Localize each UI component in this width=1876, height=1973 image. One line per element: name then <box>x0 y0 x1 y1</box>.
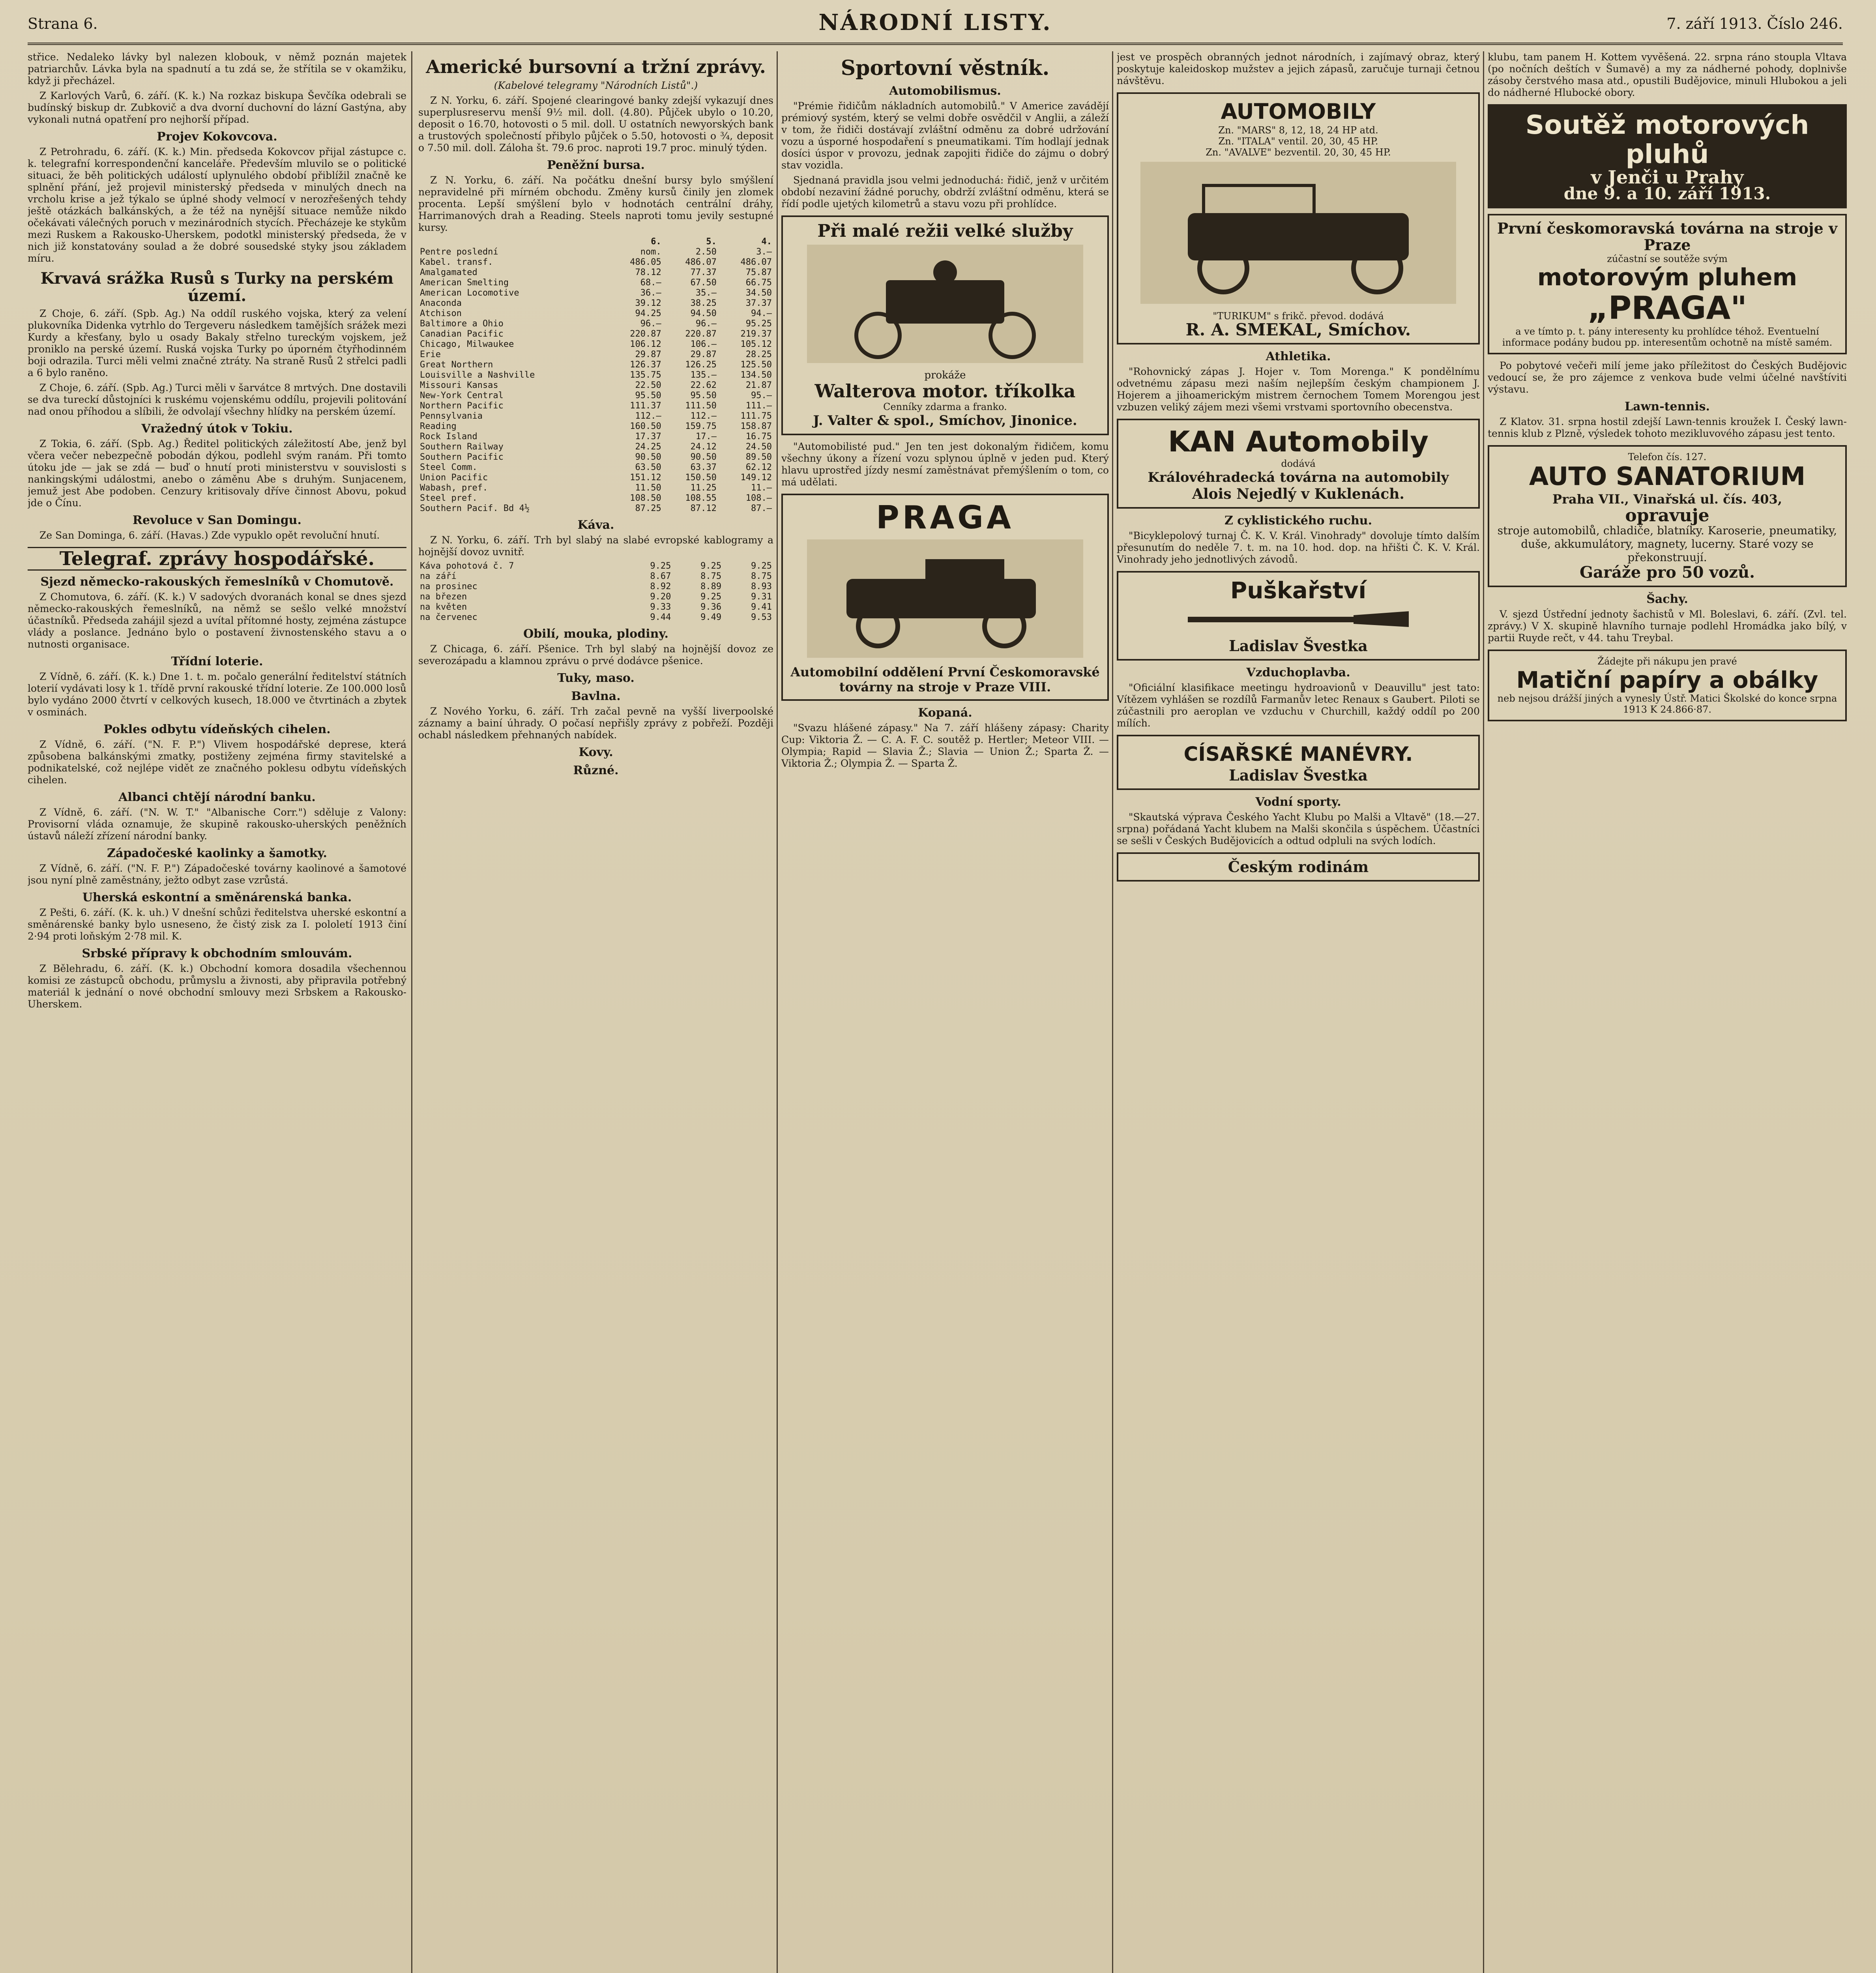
quote-value: 9.36 <box>700 602 722 612</box>
ad-title: AUTOMOBILY <box>1221 99 1376 124</box>
quote-name: Southern Railway <box>420 442 504 452</box>
quote-value: 126.37 <box>630 360 661 370</box>
stock-row <box>418 288 773 298</box>
quote-value: 220.87 <box>630 329 661 339</box>
headline: Sjezd německo-rakouských řemeslníků v Chomutově. <box>40 575 394 589</box>
quote-name: Erie <box>420 350 441 359</box>
quote-value: 9.25 <box>650 561 671 571</box>
quote-value: 150.50 <box>685 473 717 483</box>
headline: Projev Kokovcova. <box>157 130 277 144</box>
quote-value: 37.37 <box>745 298 772 308</box>
quote-value: 96.— <box>640 319 661 329</box>
article-text: Z Choje, 6. září. (Spb. Ag.) Na oddíl ruského vojska, který za velení plukovníka Didenka vytrhlo do Tergeveru následkem tamějších srážek mezi Kurdy a křesťany, bylo u osady Bakaly střelno tureckým vojskem, jež proniklo na perské území. Ruská vojska Turky po úporném čtyřhodinném boji odrazila. Turci měli velmi značné ztráty. Na straně Rusů 2 střelci padli a 6 bylo raněno. <box>28 308 406 378</box>
quote-value: 36.— <box>640 288 661 298</box>
quote-value: 95.50 <box>690 391 717 401</box>
quote-value: 96.— <box>695 319 717 329</box>
quote-value: 90.50 <box>635 452 661 462</box>
quote-value: 63.37 <box>690 462 717 472</box>
article-text: Z Klatov. 31. srpna hostil zdejší Lawn-tennis kroužek I. Český lawn-tennis klub z Plzně, výsledek tohoto mezikluvového zápasu jest tento. <box>1488 416 1847 439</box>
quote-value: 11.50 <box>635 483 661 493</box>
article-text: "Rohovnický zápas J. Hojer v. Tom Morenga." K pondělnímu odvetnému zápasu mezi naším nejlepším českým championem J. Hojerem a jihoamerickým mistrem černochem Tomem Morengou jest vzbuzen veliký zájem mezi všemi vrstvami sportovního obecenstva. <box>1117 366 1480 413</box>
ad-title: AUTO SANATORIUM <box>1529 462 1806 491</box>
ad-title: Matiční papíry a obálky <box>1516 666 1818 693</box>
headline: Pokles odbytu vídeňských cihelen. <box>103 723 331 736</box>
quote-value: 486.07 <box>740 257 772 267</box>
headline: Bavlna. <box>571 689 621 703</box>
quote-value: 95.— <box>751 391 772 401</box>
quote-name: na březen <box>420 592 467 602</box>
subheading: (Kabelové telegramy "Národních Listů".) <box>494 80 698 91</box>
quote-value: 17.— <box>695 432 717 442</box>
quote-name: Steel pref. <box>420 493 477 503</box>
quote-value: 8.93 <box>751 582 772 592</box>
ad-text: prokáže <box>924 369 966 381</box>
ad-date: dne 9. a 10. září 1913. <box>1563 184 1771 203</box>
headline: Lawn-tennis. <box>1625 400 1710 414</box>
quote-name: Union Pacific <box>420 473 488 483</box>
quote-name: Káva pohotová č. 7 <box>420 561 514 571</box>
quote-value: 9.25 <box>700 561 722 571</box>
headline: Západočeské kaolinky a šamotky. <box>107 846 327 860</box>
quote-name: Pennsylvania <box>420 411 483 421</box>
stock-row <box>418 319 773 329</box>
quote-value: 486.05 <box>630 257 661 267</box>
quote-value: 38.25 <box>690 298 717 308</box>
quote-value: 135.75 <box>630 370 661 380</box>
quote-value: 22.62 <box>690 380 717 390</box>
quote-value: 134.50 <box>740 370 772 380</box>
ad-title: Českým rodinám <box>1228 858 1369 876</box>
quote-value: 8.92 <box>650 582 671 592</box>
ad-text: a ve tímto p. t. pány interesenty ku prohlídce téhož. Eventuelní informace podány budou pp. interesentům ochotně na místě samém. <box>1502 326 1833 348</box>
article-text: jest ve prospěch obranných jednot národních, i zajímavý obraz, který poskytuje kaleidoskop mužstev a jejich zápasů, zaručuje turnaji četnou návštěvu. <box>1117 51 1480 86</box>
quote-value: 111.37 <box>630 401 661 411</box>
quote-value: 125.50 <box>740 360 772 370</box>
stock-row <box>418 278 773 288</box>
article-text: Z Pešti, 6. září. (K. k. uh.) V dnešní schůzi ředitelstva uherské eskontní a směnárenské banky bylo usneseno, že čistý zisk za I. pololetí 1913 činí 2·94 proti loňským 2·78 mil. K. <box>28 907 406 942</box>
article-text: V. sjezd Ústřední jednoty šachistů v Ml. Boleslavi, 6. září. (Zvl. tel. zprávy.) V X. skupině hlavního turnaje podlehl Hromádka jako bílý, v partii Ruyde rečt, v 44. tahu Treybal. <box>1488 608 1847 644</box>
stock-row <box>418 339 773 350</box>
ad-text: Cenníky zdarma a franko. <box>883 401 1007 412</box>
coffee-row <box>418 571 773 582</box>
quote-name: Chicago, Milwaukee <box>420 339 514 349</box>
section-header: Telegraf. zprávy hospodářské. <box>28 547 406 571</box>
ad-text: Garáže pro 50 vozů. <box>1579 563 1755 582</box>
quote-value: 9.25 <box>700 592 722 602</box>
ad-text: Automobilní oddělení První Českomoravské továrny na stroje v Praze VIII. <box>790 665 1100 694</box>
article-text: Z Petrohradu, 6. září. (K. k.) Min. předseda Kokovcov přijal zástupce c. k. telegrafní korrespondenční kanceláře. Především mluvilo se o politické situaci, že běh politických událostí uplynulého období přiblížil značně ke splnění přání, jež projevil ministerský předseda v minulých dnech na vrcholu krise a jež týkalo se úplné shody velmocí v nerozřešených tehdy ještě otázkách balkánských, a že též na nynější situace nemůže nikdo očekávati válečných poruch v mezinárodních stycích. Přecházeje ke stykům mezi Ruskem a Rakousko-Uherskem, podotkl ministerský předseda, že v nich již konstatovány soulad a že dobré sousedské styky jsou základem míru. <box>28 146 406 264</box>
advertisement-kan <box>1117 419 1480 509</box>
quote-value: 160.50 <box>630 421 661 431</box>
quote-name: Steel Comm. <box>420 462 477 472</box>
quote-value: 21.87 <box>745 380 772 390</box>
coffee-row <box>418 592 773 602</box>
quote-name: New-York Central <box>420 391 504 401</box>
quote-value: 108.50 <box>630 493 661 503</box>
quote-name: Wabash, pref. <box>420 483 488 493</box>
quote-value: 486.07 <box>685 257 717 267</box>
headline: Různé. <box>573 764 619 777</box>
column-1 <box>28 51 406 1973</box>
ad-text: v Jenči u Prahy <box>1591 167 1744 188</box>
coffee-row <box>418 612 773 623</box>
headline: Z cyklistického ruchu. <box>1224 514 1372 528</box>
quote-value: 34.50 <box>745 288 772 298</box>
stock-row <box>418 298 773 309</box>
car-illustration-icon <box>1140 162 1456 304</box>
quote-name: Reading <box>420 421 457 431</box>
quote-value: 22.50 <box>635 380 661 390</box>
quote-value: 151.12 <box>630 473 661 483</box>
headline: Albanci chtějí národní banku. <box>118 790 316 804</box>
quote-value: 95.50 <box>635 391 661 401</box>
ad-text: stroje automobilů, chladiče, blatníky. Karoserie, pneumatiky, duše, akkumulátory, magnety, lucerny. Staré vozy se překonstruují. <box>1497 524 1837 564</box>
quote-name: American Smelting <box>420 278 509 288</box>
column-divider <box>1112 51 1113 1973</box>
ad-text: Žádejte při nákupu jen pravé <box>1597 656 1737 667</box>
column-4 <box>1117 51 1480 1973</box>
article-text: klubu, tam panem H. Kottem vyvěšená. 22. srpna ráno stoupla Vltava (po nočních deštích v Šumavě) a my za nádherné pohody, doplnivše zásoby čerstvého masa atd., opustili Budějovice, minuli Hlubokou a jeli do nádherné Hlubocké obory. <box>1488 51 1847 98</box>
quote-column-header: 4. <box>761 237 772 247</box>
quote-value: 94.50 <box>690 309 717 318</box>
stock-row <box>418 421 773 432</box>
quote-name: Southern Pacific <box>420 452 504 462</box>
quote-value: 87.— <box>751 504 772 513</box>
ad-firm: R. A. SMEKAL, Smíchov. <box>1185 320 1411 339</box>
article-text: Po pobytové večeři milí jeme jako příležitost do Českých Budějovic vedoucí se, že pro zájemce z venkova bude velmi účelné navštíviti výstavu. <box>1488 360 1847 395</box>
stock-row <box>418 247 773 257</box>
quote-value: 63.50 <box>635 462 661 472</box>
ad-firm: Ladislav Švestka <box>1229 637 1368 655</box>
advertisement-praga <box>781 494 1109 701</box>
article-text: střice. Nedaleko lávky byl nalezen klobouk, v němž poznán majetek patriarchův. Lávka byla na spadnutí a tu zdá se, že střítila se v okamžiku, když ji přecházel. <box>28 51 406 86</box>
quote-value: 24.25 <box>635 442 661 452</box>
article-text: Z Vídně, 6. září. ("N. F. P.") Vlivem hospodářské deprese, která způsobena balkánskými zmatky, postiženy zejména firmy stavitelské a podnikatelské, což nejlépe vidět ze značného poklesu odbytu vídeňských cihelen. <box>28 739 406 786</box>
article-text: Z Vídně, 6. září. (K. k.) Dne 1. t. m. počalo generální ředitelství státních loterií vydávati losy k 1. třídě první rakouské třídní loterie. Ze 100.000 losů bylo vydáno 2000 čtvrtí v celkových kusech, 18.000 ve čtvrtinách a zbytek v osminách. <box>28 671 406 718</box>
quote-name: na červenec <box>420 612 477 622</box>
quote-value: 108.— <box>745 493 772 503</box>
coffee-row <box>418 602 773 612</box>
quote-value: 24.12 <box>690 442 717 452</box>
quote-value: 17.37 <box>635 432 661 442</box>
article-text: Z Vídně, 6. září. ("N. W. T." "Albanische Corr.") sděluje z Valony: Provisorní vláda oznamuje, že skupině rakousko-uherských peněžních ústavů náleží zřízení národní banky. <box>28 807 406 842</box>
stock-quotes-table <box>418 237 773 514</box>
quote-value: 39.12 <box>635 298 661 308</box>
ad-text: "TURIKUM" s frikč. převod. dodává <box>1213 311 1384 322</box>
quote-value: 2.50 <box>695 247 717 257</box>
stock-row <box>418 268 773 278</box>
quote-value: 35.— <box>695 288 717 298</box>
stock-row <box>418 432 773 442</box>
quote-value: 75.87 <box>745 268 772 277</box>
quote-value: 8.67 <box>650 571 671 581</box>
advertisement-maneuvers <box>1117 735 1480 790</box>
headline: Vodní sporty. <box>1255 795 1341 809</box>
ad-product: Walterova motor. tříkolka <box>814 380 1076 402</box>
ad-text: neb nejsou drážší jiných a vynesly Ústř. Matici Školské do konce srpna 1913 K 24.866·87. <box>1497 693 1837 715</box>
rifle-illustration-icon <box>1180 603 1417 635</box>
ad-text: opravuje <box>1625 505 1709 526</box>
quote-value: 8.75 <box>700 571 722 581</box>
quote-name: Great Northern <box>420 360 493 370</box>
advertisement-matice <box>1488 650 1847 721</box>
quote-value: 67.50 <box>690 278 717 288</box>
stock-row <box>418 483 773 493</box>
section-header: Americké bursovní a tržní zprávy. <box>426 56 766 77</box>
headline: Revoluce v San Domingu. <box>133 513 301 527</box>
headline: Krvavá srážka Rusů s Turky na perském území. <box>40 269 394 305</box>
quote-value: 111.50 <box>685 401 717 411</box>
ad-text: Zn. "AVALVE" bezventil. 20, 30, 45 HP. <box>1206 147 1391 158</box>
stock-row <box>418 473 773 483</box>
stock-row <box>418 411 773 421</box>
quote-value: 9.49 <box>700 612 722 622</box>
quote-name: Missouri Kansas <box>420 380 498 390</box>
quote-value: 8.89 <box>700 582 722 592</box>
stock-row <box>418 391 773 401</box>
quote-value: 126.25 <box>685 360 717 370</box>
stock-row <box>418 329 773 339</box>
quote-column-header: 6. <box>651 237 661 247</box>
quote-value: 8.75 <box>751 571 772 581</box>
stock-row <box>418 360 773 370</box>
quote-value: 9.41 <box>751 602 772 612</box>
quote-value: 28.25 <box>745 350 772 359</box>
article-text: Z Vídně, 6. září. ("N. F. P.") Západočeské továrny kaolinové a šamotové jsou nyní plně zaměstnány, ježto odbyt zase vzrůstá. <box>28 863 406 886</box>
advertisement-smekal <box>1117 92 1480 344</box>
ad-text: zúčastní se soutěže svým <box>1607 253 1728 264</box>
quote-value: 87.12 <box>690 504 717 513</box>
quote-value: 66.75 <box>745 278 772 288</box>
ad-brand: „PRAGA" <box>1588 290 1747 326</box>
quote-value: 112.— <box>635 411 661 421</box>
headline: Tuky, maso. <box>557 671 635 685</box>
headline: Uherská eskontní a směnárenská banka. <box>82 891 352 904</box>
article-text: Sjednaná pravidla jsou velmi jednoduchá: řidič, jenž v určitém období nezaviní žádné poruchy, obdrží zvláštní odměnu, která se řídí podle ujetých kilometrů a stavu vozu při prohlídce. <box>781 174 1109 210</box>
quote-value: 95.25 <box>745 319 772 329</box>
quote-value: 87.25 <box>635 504 661 513</box>
article-text: Z N. Yorku, 6. září. Spojené clearingové banky zdejší vykazují dnes superplusreservu menší 9½ mil. doll. (4.80). Půjček ubylo o 10.20, deposit o 16.70, hotovosti o 5 mil. doll. U ostatních newyorských bank a trustových společností přibylo půjček o 5.50, hotovosti o ¾, deposit o 7.50 mil. doll. Záloha št. 79.6 proc. naproti 19.7 proc. minulý týden. <box>418 95 773 153</box>
quote-value: 158.87 <box>740 421 772 431</box>
stock-row <box>418 257 773 268</box>
headline: Automobilismus. <box>889 84 1001 98</box>
ad-address: Praha VII., Vinařská ul. čís. 403, <box>1552 492 1782 507</box>
advertisement-gunsmith <box>1117 571 1480 661</box>
section-header: Sportovní věstník. <box>841 56 1050 80</box>
advertisement-auto-sanatorium <box>1488 445 1847 587</box>
headline: Peněžní bursa. <box>547 158 645 172</box>
quote-value: 9.25 <box>751 561 772 571</box>
issue-date: 7. září 1913. Číslo 246. <box>1666 15 1843 32</box>
tricycle-illustration-icon <box>807 245 1083 363</box>
quote-value: 29.87 <box>690 350 717 359</box>
quote-value: 111.75 <box>740 411 772 421</box>
advertisement-praga-plough <box>1488 214 1847 354</box>
column-3 <box>781 51 1109 1973</box>
article-text: Z Bělehradu, 6. září. (K. k.) Obchodní komora dosadila všechennou komisi ze zástupců obchodu, průmyslu a živnosti, aby připravila potřebný materiál k jednání o nové obchodní smlouvy mezi Srbskem a Rakousko-Uherskem. <box>28 963 406 1010</box>
ad-phone: Telefon čís. 127. <box>1628 451 1707 462</box>
article-text: Ze San Dominga, 6. září. (Havas.) Zde vypuklo opět revoluční hnutí. <box>39 530 380 541</box>
ad-firm: Alois Nejedlý v Kuklenách. <box>1192 486 1404 502</box>
ad-text: Královéhradecká továrna na automobily <box>1148 470 1449 485</box>
quote-value: 24.50 <box>745 442 772 452</box>
article-text: Z N. Yorku, 6. září. Trh byl slabý na slabé evropské kablogramy a hojnější dovoz uvnitř. <box>418 534 773 558</box>
article-text: "Bicyklepolový turnaj Č. K. V. Král. Vinohrady" dovoluje tímto dalším přesunutím do neděle 7. t. m. na 10. hod. dop. na hřišti Č. K. V. Král. Vinohrady jeho jednotlivých závodů. <box>1117 530 1480 565</box>
quote-value: 11.— <box>751 483 772 493</box>
article-text: Z Tokia, 6. září. (Spb. Ag.) Ředitel politických záležitostí Abe, jenž byl včera večer nebezpečně pobodán dýkou, podlehl svým ranám. Při tomto útoku jde — jak se zdá — buď o hnutí proti ministerstvu v souvislosti s nankingskými událostmi, anebo o záměnu Abe s druhým. Sunjacenem, jemuž jest Abe podoben. Cenzury kritisovaly dříve činnost Abovu, pokud jde o Čínu. <box>28 438 406 509</box>
quote-name: Louisville a Nashville <box>420 370 535 380</box>
ad-text: motorovým pluhem <box>1537 264 1797 291</box>
quote-value: 94.25 <box>635 309 661 318</box>
quote-value: 16.75 <box>745 432 772 442</box>
headline: Vzduchoplavba. <box>1246 666 1350 680</box>
quote-name: Baltimore a Ohio <box>420 319 504 329</box>
headline: Třídní loterie. <box>171 655 263 668</box>
quote-name: na září <box>420 571 457 581</box>
ad-firm: J. Valter & spol., Smíchov, Jinonice. <box>813 413 1077 429</box>
column-divider <box>411 51 412 1973</box>
coffee-row <box>418 582 773 592</box>
quote-value: 90.50 <box>690 452 717 462</box>
quote-value: 29.87 <box>635 350 661 359</box>
ad-firm: Ladislav Švestka <box>1229 766 1368 784</box>
ad-brand: KAN Automobily <box>1168 425 1429 458</box>
headline: Vražedný útok v Tokiu. <box>141 422 293 436</box>
headline: Athletika. <box>1266 350 1331 363</box>
quote-name: Amalgamated <box>420 268 477 277</box>
quote-column-header: 5. <box>706 237 717 247</box>
quote-value: 89.50 <box>745 452 772 462</box>
quote-name: Southern Pacif. Bd 4½ <box>420 504 530 513</box>
masthead <box>28 7 1843 45</box>
headline: Kovy. <box>579 745 613 759</box>
article-text: Z N. Yorku, 6. září. Na počátku dnešní bursy bylo smýšlení nepravidelné při mírném obchodu. Změny kursů činily jen zlomek procenta. Lepší smýšlení bylo v hodnotách centrální dráhy, Harrimanových drah a Reading. Steels naproti tomu jevily sestupné kursy. <box>418 174 773 233</box>
quote-value: 220.87 <box>685 329 717 339</box>
stock-row <box>418 401 773 411</box>
quote-name: Pentre poslední <box>420 247 498 257</box>
article-text: Z Nového Yorku, 6. září. Trh začal pevně na vyšší liverpoolské záznamy a bainí úhrady. O počasí nepřišly zprávy z pobřeží. Později ochabl následkem přehnaných nabídek. <box>418 706 773 741</box>
quote-value: 112.— <box>690 411 717 421</box>
ad-title: Puškařství <box>1230 577 1367 604</box>
stock-row <box>418 442 773 452</box>
article-text: "Prémie řidičům nákladních automobilů." V Americe zavádějí prémiový systém, který se velmi dobře osvědčil v Anglii, a záleží v tom, že řidiči dostávají zvláštní odměnu za dobré udržování vozu a úsporné hospodaření s pneumatikami. Tím hodlají jednak dosíci úspor v provozu, jednak zapojiti řidiče do zájmu o dobrý stav vozidla. <box>781 100 1109 171</box>
advertisement-walter <box>781 215 1109 435</box>
quote-value: 135.— <box>690 370 717 380</box>
advertisement-families <box>1117 852 1480 882</box>
quote-column-header <box>418 237 608 247</box>
car-illustration-icon <box>807 539 1083 658</box>
quote-value: 149.12 <box>740 473 772 483</box>
ad-title: CÍSAŘSKÉ MANÉVRY. <box>1183 743 1413 766</box>
headline: Obilí, mouka, plodiny. <box>523 627 668 641</box>
quote-value: 77.37 <box>690 268 717 277</box>
quote-value: 9.44 <box>650 612 671 622</box>
column-5 <box>1488 51 1847 1973</box>
article-text: "Svazu hlášené zápasy." Na 7. září hlášeny zápasy: Charity Cup: Viktoria Ž. — C. A. F. C. soutěž p. Hertler; Meteor VIII. — Olympia; Rapid — Slavia Ž.; Slavia — Union Ž.; Sparta Ž. — Viktoria Ž.; Olympia Ž. — Sparta Ž. <box>781 722 1109 769</box>
article-text: "Automobilisté pud." Jen ten jest dokonalým řidičem, komu všechny úkony a řízení vozu splynou úplně v jeden pud. Který hlavu uprostřed jízdy nesmí zaměstnávat přemýšlením o tom, co má udělati. <box>781 441 1109 488</box>
quote-value: 105.12 <box>740 339 772 349</box>
quote-name: na květen <box>420 602 467 612</box>
article-text: Z Chomutova, 6. září. (K. k.) V sadových dvoranách konal se dnes sjezd německo-rakouských řemeslníků, na němž se sešlo velké množství účastníků. Předseda zahájil sjezd a uvítal přítomné hosty, zejména zástupce vlády a poslance. Jednáno bylo o postavení živnostenského stavu a o nutnosti organisace. <box>28 591 406 650</box>
headline: Káva. <box>577 518 614 532</box>
page-number: Strana 6. <box>28 15 98 32</box>
column-divider <box>777 51 778 1973</box>
quote-value: 9.31 <box>751 592 772 602</box>
stock-row <box>418 309 773 319</box>
advertisement-plough-contest <box>1488 104 1847 208</box>
quote-value: 159.75 <box>685 421 717 431</box>
ad-title: Při malé režii velké služby <box>817 221 1073 241</box>
quote-name: Anaconda <box>420 298 462 308</box>
quote-name: Atchison <box>420 309 462 318</box>
stock-row <box>418 504 773 514</box>
quote-value: 111.— <box>745 401 772 411</box>
quote-name: na prosinec <box>420 582 477 592</box>
headline: Srbské přípravy k obchodním smlouvám. <box>82 947 352 960</box>
quote-name: Northern Pacific <box>420 401 504 411</box>
quote-value: 62.12 <box>745 462 772 472</box>
ad-text: dodává <box>1281 458 1316 469</box>
coffee-row <box>418 561 773 571</box>
column-divider <box>1483 51 1484 1973</box>
quote-value: 9.20 <box>650 592 671 602</box>
quote-value: 68.— <box>640 278 661 288</box>
quote-value: nom. <box>640 247 661 257</box>
ad-firm: První českomoravská továrna na stroje v Praze <box>1497 219 1838 254</box>
stock-row <box>418 452 773 462</box>
stock-row <box>418 380 773 391</box>
stock-row <box>418 370 773 380</box>
quote-value: 9.33 <box>650 602 671 612</box>
article-text: Z Chicaga, 6. září. Pšenice. Trh byl slabý na hojnější dovoz ze severozápadu a klamnou zprávu o prvé dodávce pšenice. <box>418 643 773 666</box>
article-text: Z Karlových Varů, 6. září. (K. k.) Na rozkaz biskupa Ševčíka odebrali se budínský biskup dr. Zubkovič a dva dvorní duchovní do lázní Gastýna, aby vykonali nutná opatření pro nejhorší případ. <box>28 90 406 125</box>
quote-value: 108.55 <box>685 493 717 503</box>
ad-text: Zn. "ITALA" ventil. 20, 30, 45 HP. <box>1218 136 1378 147</box>
article-text: "Oficiální klasifikace meetingu hydroavionů v Deauvillu" jest tato: Vítězem vyhlášen se rozdílů Farmanův letec Renaux s Gaubert. Piloti se zúčastnili pro aeroplan ve vzduchu v Churchill, každý oddíl po 200 mílích. <box>1117 682 1480 729</box>
stock-row <box>418 493 773 504</box>
headline: Šachy. <box>1646 592 1688 606</box>
quote-value: 219.37 <box>740 329 772 339</box>
quote-value: 3.— <box>756 247 772 257</box>
column-2 <box>418 51 773 1973</box>
quote-name: Kabel. transf. <box>420 257 493 267</box>
article-text: Z Choje, 6. září. (Spb. Ag.) Turci měli v šarvátce 8 mrtvých. Dne dostavili se dva tureckí důstojníci k ruskému vojenskému oddílu, projevili politování nad onou příhodou a slíbili, že odvolají všechny hlídky na perském území. <box>28 382 406 417</box>
quote-value: 11.25 <box>690 483 717 493</box>
quote-value: 9.53 <box>751 612 772 622</box>
ad-text: Zn. "MARS" 8, 12, 18, 24 HP atd. <box>1218 125 1378 136</box>
quote-name: Canadian Pacific <box>420 329 504 339</box>
quote-name: Rock Island <box>420 432 477 442</box>
stock-row <box>418 462 773 473</box>
quote-value: 106.12 <box>630 339 661 349</box>
article-text: "Skautská výprava Českého Yacht Klubu po Malši a Vltavě" (18.—27. srpna) pořádaná Yacht klubem na Malši skončila s úspěchem. Účastníci se sešli v Českých Budějovicích a odtud odpluli na svých lodích. <box>1117 811 1480 846</box>
newspaper-title: NÁRODNÍ LISTY. <box>818 9 1052 36</box>
quote-value: 78.12 <box>635 268 661 277</box>
stock-row <box>418 350 773 360</box>
ad-brand: PRAGA <box>876 499 1014 536</box>
quote-name: American Locomotive <box>420 288 519 298</box>
quote-value: 94.— <box>751 309 772 318</box>
ad-title: Soutěž motorových pluhů <box>1525 110 1809 169</box>
quote-value: 106.— <box>690 339 717 349</box>
headline: Kopaná. <box>918 706 972 720</box>
coffee-quotes-table <box>418 561 773 623</box>
